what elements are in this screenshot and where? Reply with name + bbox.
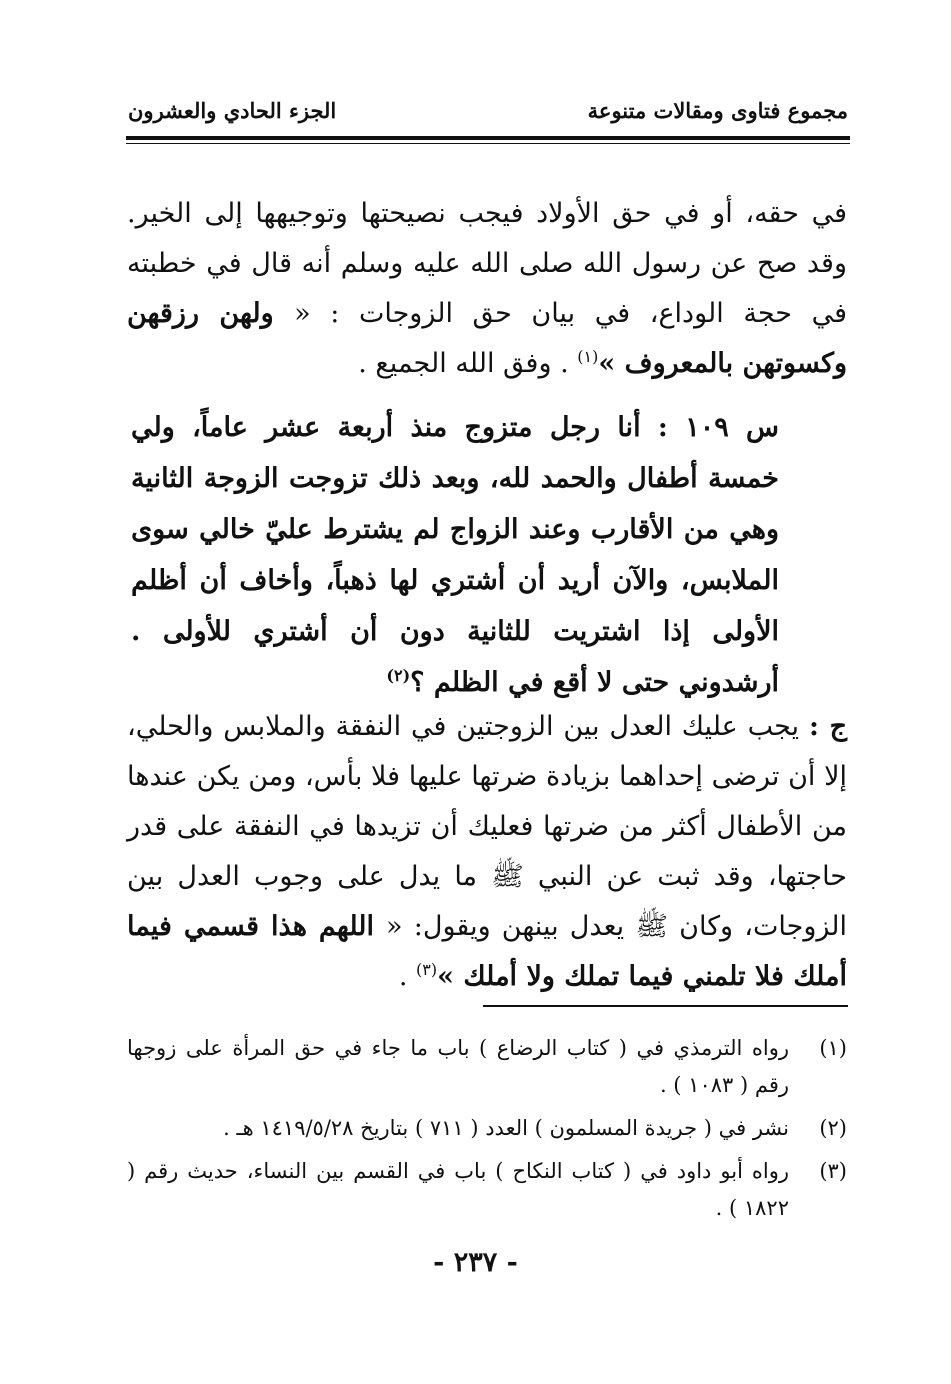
intro-hadith: ولهن رزقهن وكسوتهن بالمعروف »: [127, 298, 847, 379]
answer-label: ج :: [808, 711, 848, 742]
footnotes: [127, 1030, 847, 1233]
answer-paragraph: [127, 702, 847, 1002]
intro-closing: . وفق الله الجميع .: [358, 348, 569, 379]
page-number: - ٢٣٧ -: [433, 1247, 518, 1278]
question-text: أنا رجل متزوج منذ أربعة عشر عاماً، ولي خمسة أطفال والحمد لله، وبعد ذلك تزوجت الزوجة الثانية وهي من الأقارب وعند الزواج لم يشترط عليّ خالي سوى الملابس، والآن أريد أن أشتري لها ذهباً، وأخاف أن أظلم الأولى إذا اشتريت للثانية دون أن أشتري للأولى . أرشدوني حتى لا أقع في الظلم ؟: [131, 412, 779, 698]
intro-paragraph: [127, 189, 847, 389]
header-rule-thick: [126, 136, 850, 140]
footnote-number: (٢): [819, 1116, 847, 1140]
answer-hadith: اللهم هذا قسمي فيما أملك فلا تلمني فيما تملك ولا أملك »: [127, 911, 847, 992]
footnote-number: (٣): [819, 1159, 847, 1183]
footnote-item: [127, 1153, 847, 1227]
footnote-number: (١): [819, 1036, 847, 1060]
footnote-text: نشر في ( جريدة المسلمون ) العدد ( ٧١١ ) بتاريخ ١٤١٩/٥/٢٨ هـ .: [223, 1116, 789, 1140]
question-paragraph: [131, 402, 779, 708]
footnote-text: رواه أبو داود في ( كتاب النكاح ) باب في القسم بين النساء، حديث رقم ( ١٨٢٢ ) .: [127, 1159, 789, 1220]
footnote-ref-1: (١): [577, 347, 599, 366]
answer-end: .: [398, 961, 408, 992]
footnote-ref-3: (٣): [416, 960, 438, 979]
footnote-separator: [483, 1005, 848, 1007]
question-label: س ١٠٩ :: [657, 412, 779, 443]
running-header: [128, 98, 848, 132]
intro-text: في حقه، أو في حق الأولاد فيجب نصيحتها وتوجيهها إلى الخير. وقد صح عن رسول الله صلى الله عليه وسلم أنه قال في خطبته في حجة الوداع، في بيان حق الزوجات : «: [127, 198, 847, 329]
footnote-item: [127, 1030, 847, 1104]
footnote-text: رواه الترمذي في ( كتاب الرضاع ) باب ما جاء في حق المرأة على زوجها رقم ( ١٠٨٣ ) .: [127, 1036, 789, 1097]
book-title: مجموع فتاوى ومقالات متنوعة: [587, 98, 848, 123]
footnote-ref-2: (٢): [386, 666, 411, 685]
header-rule-thin: [126, 143, 850, 144]
footnote-item: [127, 1110, 847, 1147]
volume-title: الجزء الحادي والعشرون: [128, 98, 337, 123]
answer-text: يجب عليك العدل بين الزوجتين في النفقة والملابس والحلي، إلا أن ترضى إحداهما بزيادة ضرتها عليها فلا بأس، ومن يكن عندها من الأطفال أكثر من ضرتها فعليك أن تزيدها في النفقة على قدر حاجتها، وقد ثبت عن النبي ﷺ ما يدل على وجوب العدل بين الزوجات، وكان ﷺ يعدل بينهن ويقول: «: [127, 711, 847, 942]
